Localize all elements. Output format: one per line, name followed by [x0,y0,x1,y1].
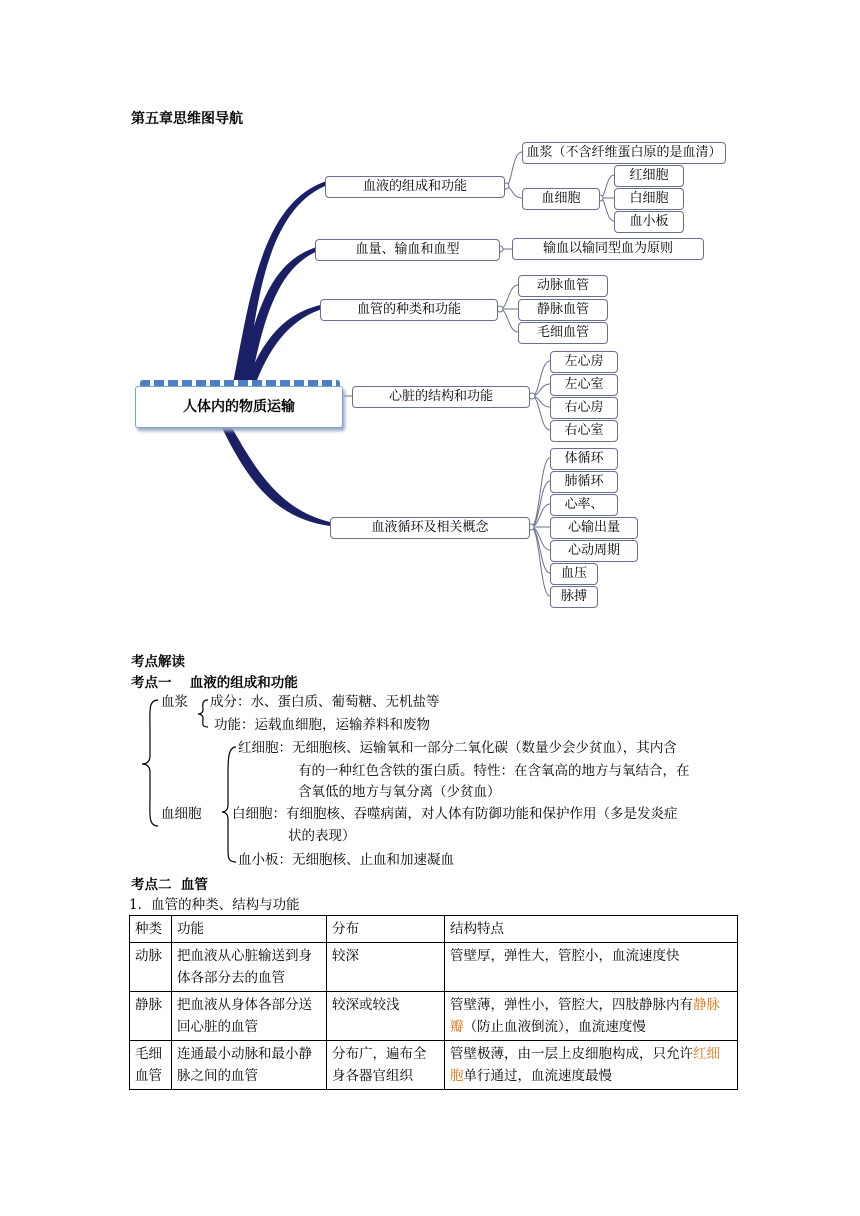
table-header-row [130,916,738,943]
node-systemic: 体循环 [550,448,618,470]
node-plasma: 血浆（不含纤维蛋白原的是血清） [522,142,726,164]
table-row [130,1041,738,1090]
node-artery: 动脉血管 [518,275,608,297]
table-cell: 连通最小动脉和最小静脉之间的血管 [172,1041,327,1090]
highlight-text: 红细胞 [450,1046,720,1084]
table-header: 功能 [172,916,327,943]
node-pulse: 脉搏 [550,586,598,608]
cell-text: （防止血液倒流），血流速度慢 [463,1019,646,1035]
branch-heart: 心脏的结构和功能 [352,386,530,408]
platelet-line: 血小板：无细胞核、止血和加速凝血 [238,852,454,868]
branch-circulation: 血液循环及相关概念 [330,517,530,539]
vessel-table [129,915,738,1090]
node-blood-pressure: 血压 [550,563,598,585]
table-caption: 1．血管的种类、结构与功能 [129,897,300,913]
point2-title: 考点二 血管 [131,877,208,893]
node-heart-rate: 心率、 [550,494,618,516]
table-cell: 把血液从身体各部分送回心脏的血管 [172,992,327,1041]
table-header: 种类 [130,916,172,943]
node-cardiac-output: 心输出量 [550,517,638,539]
cells-label: 血细胞 [161,806,202,822]
table-cell [445,992,738,1041]
table-cell: 较深 [327,943,445,992]
wbc-line1: 白细胞：有细胞核、吞噬病菌，对人体有防御功能和保护作用（多是发炎症 [232,806,678,822]
node-capillary: 毛细血管 [518,322,608,344]
cell-text: 管壁薄，弹性小，管腔大，四肢静脉内有 [450,997,693,1013]
node-blood-cells: 血细胞 [522,188,600,210]
rbc-line2: 有的一种红色含铁的蛋白质。特性：在含氧高的地方与氧结合，在 [298,763,690,779]
table-cell: 动脉 [130,943,172,992]
node-wbc: 白细胞 [614,188,684,210]
table-header: 分布 [327,916,445,943]
plasma-composition: 成分：水、蛋白质、葡萄糖、无机盐等 [210,694,440,710]
table-cell: 分布广，遍布全身各器官组织 [327,1041,445,1090]
table-header: 结构特点 [445,916,738,943]
node-pulmonary: 肺循环 [550,471,618,493]
point1-title: 考点一 血液的组成和功能 [131,675,298,691]
node-rbc: 红细胞 [614,165,684,187]
node-right-ventricle: 右心室 [550,420,618,442]
table-row [130,992,738,1041]
section-heading: 考点解读 [131,654,185,670]
table-cell: 毛细血管 [130,1041,172,1090]
node-transfusion-rule: 输血以输同型血为原则 [512,238,704,260]
node-left-atrium: 左心房 [550,351,618,373]
table-cell: 静脉 [130,992,172,1041]
node-right-atrium: 右心房 [550,397,618,419]
rbc-line1: 红细胞：无细胞核、运输氧和一部分二氧化碳（数量少会少贫血），其内含 [238,740,677,756]
branch-vessels: 血管的种类和功能 [320,299,498,321]
mindmap-root: 人体内的物质运输 [135,386,343,428]
node-left-ventricle: 左心室 [550,374,618,396]
highlight-text: 静脉瓣 [450,997,720,1035]
cell-text: 单行通过，血流速度最慢 [463,1068,612,1084]
node-platelet: 血小板 [614,211,684,233]
rbc-line3: 含氧低的地方与氧分离（少贫血） [298,784,501,800]
wbc-line2: 状的表现） [288,828,356,844]
branch-blood: 血液的组成和功能 [325,176,505,198]
plasma-function: 功能：运载血细胞，运输养料和废物 [214,717,430,733]
table-cell: 管壁厚，弹性大，管腔小，血流速度快 [445,943,738,992]
cell-text: 管壁极薄，由一层上皮细胞构成，只允许 [450,1046,693,1062]
table-cell: 较深或较浅 [327,992,445,1041]
node-cardiac-cycle: 心动周期 [550,540,638,562]
branch-transfusion: 血量、输血和血型 [315,239,500,261]
table-cell [445,1041,738,1090]
node-vein: 静脉血管 [518,299,608,321]
table-cell: 把血液从心脏输送到身体各部分去的血管 [172,943,327,992]
plasma-label: 血浆 [161,694,188,710]
table-row [130,943,738,992]
page-title: 第五章思维图导航 [131,111,243,127]
